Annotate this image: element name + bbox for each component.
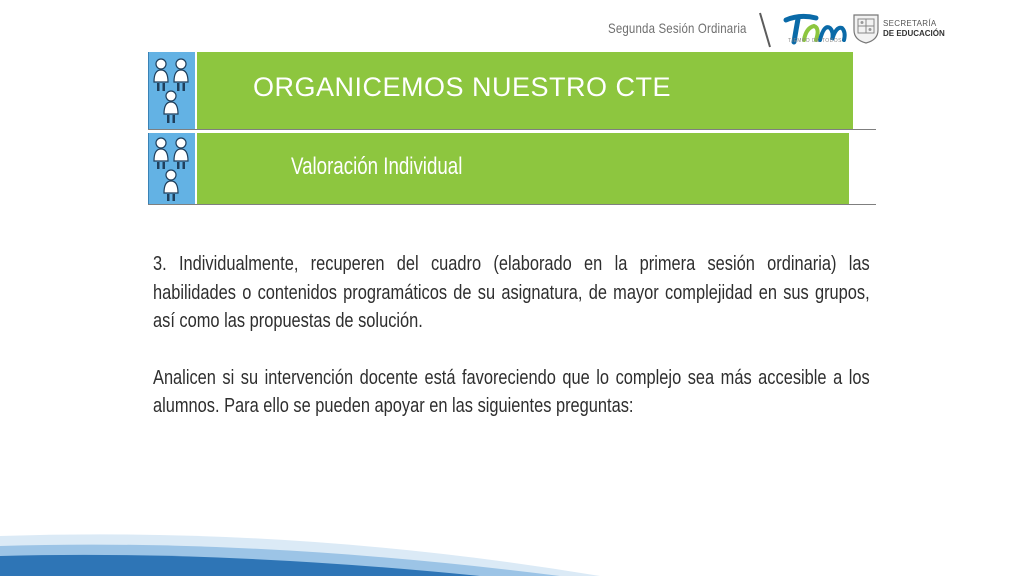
sep-line1: SECRETARÍA — [883, 19, 937, 28]
section-subtitle: Valoración Individual — [291, 153, 463, 180]
content-body — [153, 250, 870, 421]
divider-slash — [758, 12, 772, 48]
people-group-icon — [148, 52, 195, 129]
session-label: Segunda Sesión Ordinaria — [608, 20, 747, 36]
footer-wave — [0, 500, 1024, 576]
title-banner — [148, 52, 876, 130]
paragraph-analysis: Analicen si su intervención docente está favoreciendo que lo complejo sea más accesible a los alumnos. Para ello se pueden apoyar en las siguientes preguntas: — [153, 366, 870, 417]
sep-line2: DE EDUCACIÓN — [883, 29, 945, 38]
subtitle-banner — [148, 133, 876, 205]
tam-tagline: TIEMPO DE TODOS — [788, 38, 842, 44]
sep-logo — [883, 19, 945, 39]
people-group-icon — [148, 133, 195, 204]
page-title: ORGANICEMOS NUESTRO CTE — [253, 72, 672, 102]
paragraph-instruction: 3. Individualmente, recuperen del cuadro (elaborado en la primera sesión ordinaria) las habilidades o contenidos programáticos de su asignatura, de mayor complejidad en sus grupos, así como las propuestas de solución. — [153, 253, 870, 332]
state-seal-icon — [851, 12, 881, 44]
